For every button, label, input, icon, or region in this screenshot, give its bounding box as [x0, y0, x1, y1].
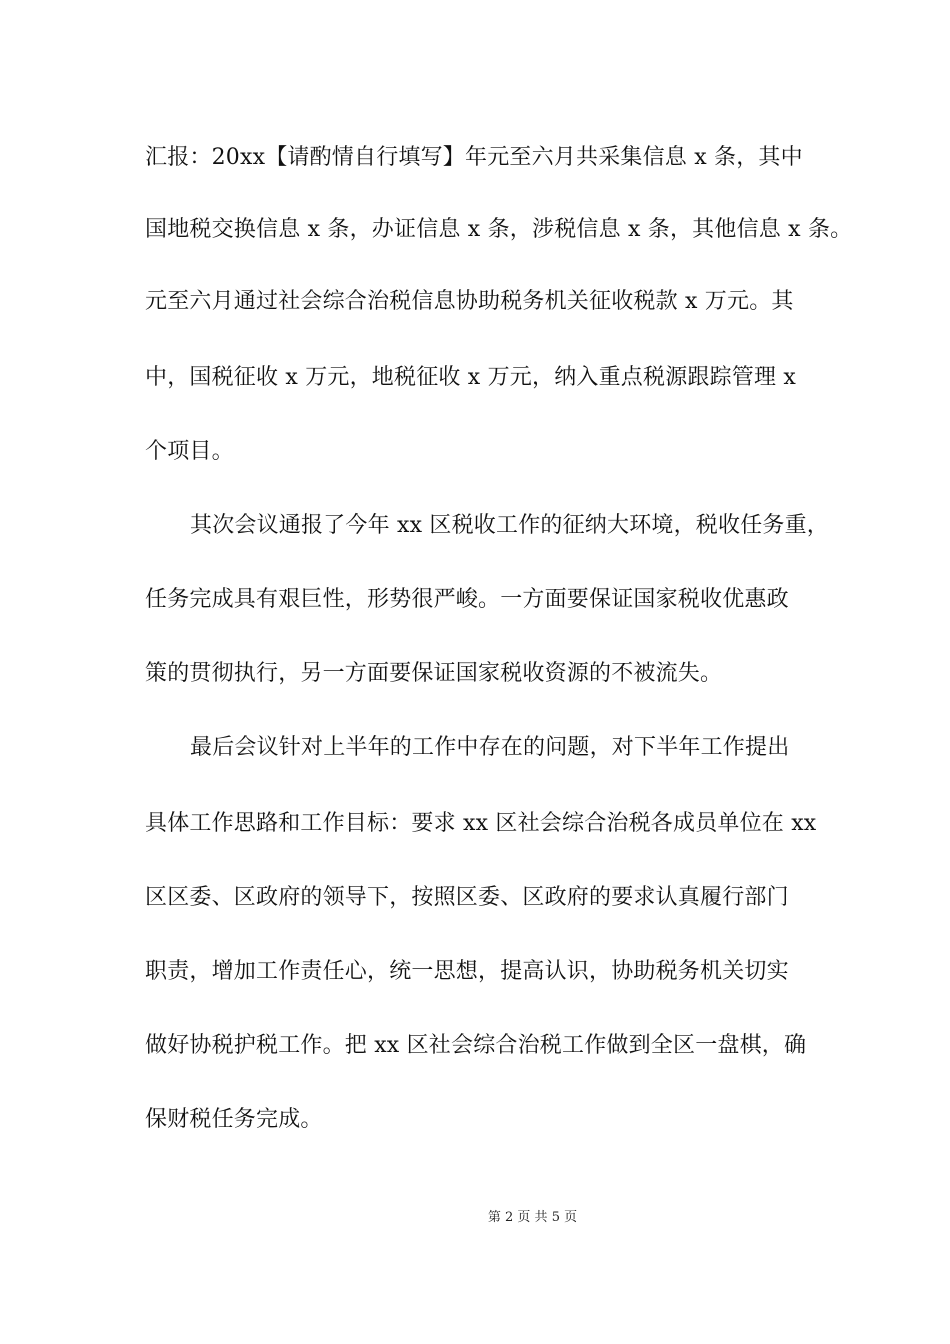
body-text-line: 任务完成具有艰巨性，形势很严峻。一方面要保证国家税收优惠政 [145, 587, 789, 612]
paragraph-start-line: 最后会议针对上半年的工作中存在的问题，对下半年工作提出 [190, 735, 790, 760]
paragraph-start-line: 其次会议通报了今年 xx 区税收工作的征纳大环境，税收任务重， [190, 513, 830, 538]
body-text-line: 职责，增加工作责任心，统一思想，提高认识，协助税务机关切实 [145, 959, 789, 984]
body-text-line: 区区委、区政府的领导下，按照区委、区政府的要求认真履行部门 [145, 885, 789, 910]
body-text-line: 汇报：20xx【请酌情自行填写】年元至六月共采集信息 x 条，其中 [145, 145, 803, 170]
page-number-footer: 第 2 页 共 5 页 [487, 1210, 578, 1225]
body-text-line: 个项目。 [145, 439, 234, 464]
body-text-line: 中，国税征收 x 万元，地税征收 x 万元，纳入重点税源跟踪管理 x [145, 365, 796, 390]
body-text-line: 保财税任务完成。 [145, 1107, 323, 1132]
body-text-line: 策的贯彻执行，另一方面要保证国家税收资源的不被流失。 [145, 661, 723, 686]
body-text-line: 元至六月通过社会综合治税信息协助税务机关征收税款 x 万元。其 [145, 289, 794, 314]
body-text-line: 做好协税护税工作。把 xx 区社会综合治税工作做到全区一盘棋，确 [145, 1033, 807, 1058]
body-text-line: 国地税交换信息 x 条，办证信息 x 条，涉税信息 x 条，其他信息 x 条。 [145, 217, 853, 242]
body-text-line: 具体工作思路和工作目标：要求 xx 区社会综合治税各成员单位在 xx [145, 811, 817, 836]
